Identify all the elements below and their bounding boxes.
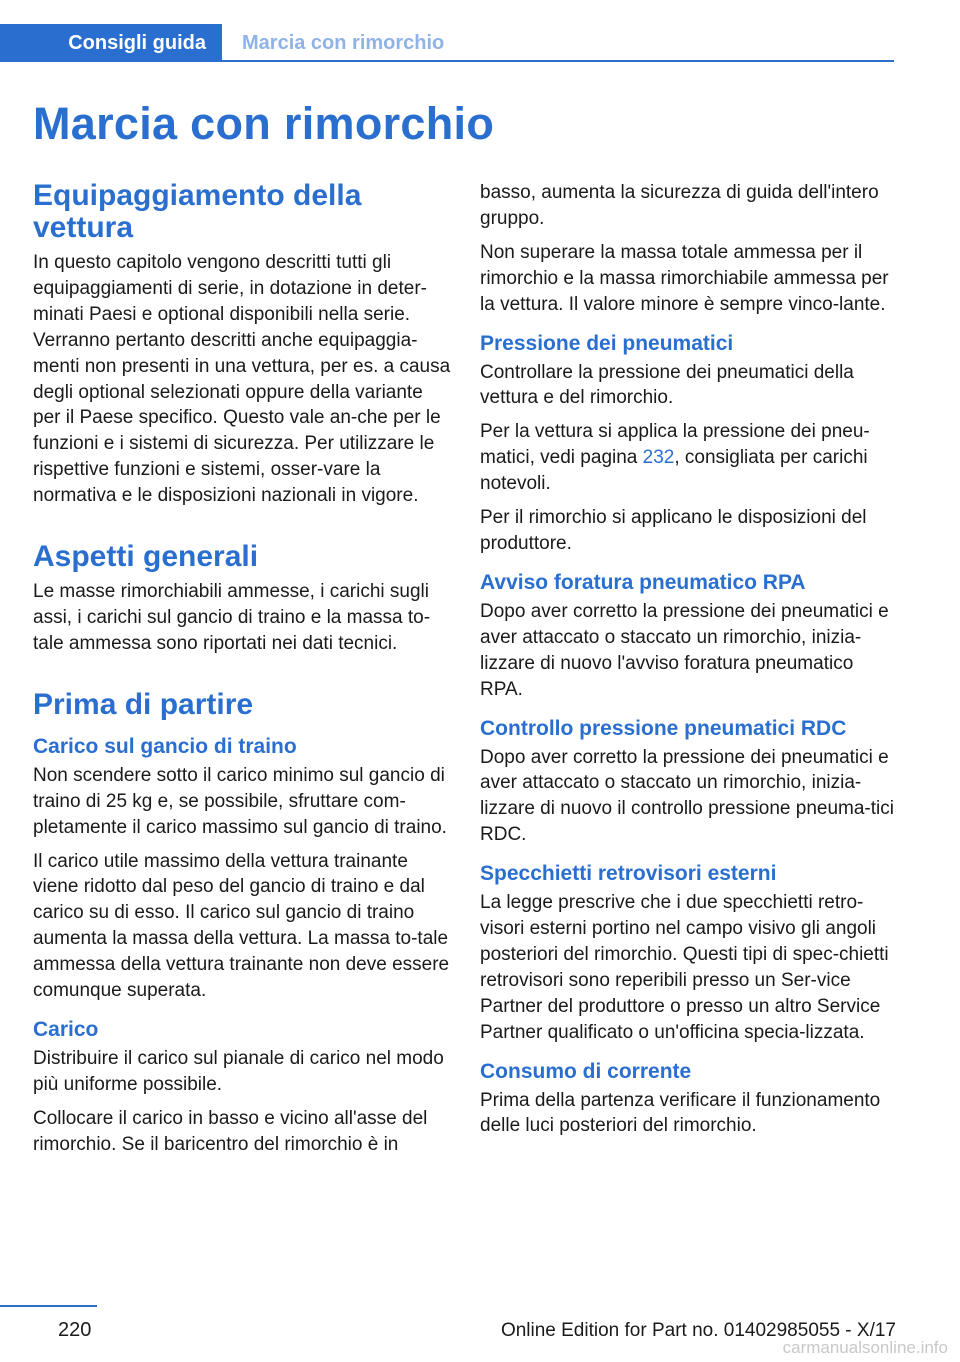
subheading-power: Consumo di corrente [480, 1059, 692, 1083]
paragraph [480, 419, 900, 497]
paragraph: Distribuire il carico sul pianale di carico nel modo più uniforme possibile. [33, 1047, 444, 1095]
heading-equipment: Equipaggiamento della vettura [33, 179, 362, 244]
subheading-load: Carico [33, 1017, 99, 1041]
subheading-mirrors: Specchietti retrovisori esterni [480, 862, 777, 886]
left-column [33, 180, 453, 1166]
paragraph: basso, aumenta la sicurezza di guida dell'intero gruppo. [480, 182, 879, 229]
paragraph: Le masse rimorchiabili ammesse, i carichi sugli assi, i carichi sul gancio di traino e la massa to‐tale ammessa sono riportati nei dati tecnici. [33, 581, 431, 654]
paragraph: La legge prescrive che i due specchietti retro‐visori esterni portino nel campo visivo gli angoli posteriori del rimorchio. Questi tipi di spec‐chietti retrovisori sono reperibili presso un Ser‐vice Partner del produttore o presso un altro Service Partner qualificato o un'officina specia‐lizzata. [480, 892, 889, 1043]
paragraph: Non superare la massa totale ammessa per il rimorchio e la massa rimorchiabile ammessa per la vettura. Il valore minore è sempre vinco‐lante. [480, 241, 889, 315]
page-reference-link[interactable]: 232 [642, 447, 675, 469]
watermark: carmanualsonline.info [782, 1338, 948, 1357]
page-title: Marcia con rimorchio [33, 98, 495, 149]
text: Per la vettura si applica la pressione dei pneu‐matici, vedi pagina [480, 421, 870, 469]
chapter-label: Consigli guida [68, 31, 206, 54]
subheading-rpa: Avviso foratura pneumatico RPA [480, 570, 806, 594]
subheading-hitch-load: Carico sul gancio di traino [33, 734, 297, 758]
right-column [480, 180, 900, 1147]
paragraph: Prima della partenza verificare il funzionamento delle luci posteriori del rimorchio. [480, 1089, 881, 1137]
paragraph: Collocare il carico in basso e vicino all'asse del rimorchio. Se il baricentro del rimorchio è in [33, 1107, 428, 1155]
paragraph: Non scendere sotto il carico minimo sul gancio di traino di 25 kg e, se possibile, sfruttare com‐pletamente il carico massimo sul gancio di traino. [33, 764, 447, 838]
paragraph: Il carico utile massimo della vettura trainante viene ridotto dal peso del gancio di traino e dal carico su di esso. Il carico sul gancio di traino aumenta la massa della vettura. La massa to‐tale ammessa della vettura trainante non deve essere comunque superata. [33, 850, 450, 1002]
heading-general: Aspetti generali [33, 540, 259, 574]
paragraph: Controllare la pressione dei pneumatici della vettura e del rimorchio. [480, 361, 854, 409]
edition-note: Online Edition for Part no. 01402985055 - X/17 [500, 1320, 896, 1341]
footer-rule [0, 1305, 97, 1307]
heading-before-departure: Prima di partire [33, 687, 254, 721]
header-chapter-tab[interactable] [0, 24, 222, 62]
page-number: 220 [58, 1319, 92, 1341]
paragraph: Dopo aver corretto la pressione dei pneumatici e aver attaccato o staccato un rimorchio, inizia‐lizzare di nuovo l'avviso foratura pneumatico RPA. [480, 600, 889, 700]
header-section-label: Marcia con rimorchio [242, 31, 445, 54]
text: , consigliata per carichi notevoli. [480, 447, 868, 495]
subheading-tyre-pressure: Pressione dei pneumatici [480, 331, 734, 355]
subheading-rdc: Controllo pressione pneumatici RDC [480, 716, 847, 740]
paragraph: In questo capitolo vengono descritti tutti gli equipaggiamenti di serie, in dotazione in deter‐minati Paesi e optional disponibili nella serie. Verranno pertanto descritti anche equipaggia‐menti non presenti in una vettura, per es. a causa degli optional selezionati oppure della variante per il Paese specifico. Questo vale an‐che per le funzioni e i sistemi di sicurezza. Per utilizzare le rispettive funzioni e sistemi, osser‐vare la normativa e le disposizioni nazionali in vigore. [33, 252, 451, 507]
paragraph: Dopo aver corretto la pressione dei pneumatici e aver attaccato o staccato un rimorchio, inizia‐lizzare di nuovo il controllo pressione pneuma‐tici RDC. [480, 746, 894, 846]
header-rule [222, 60, 894, 62]
paragraph: Per il rimorchio si applicano le disposizioni del produttore. [480, 507, 867, 554]
